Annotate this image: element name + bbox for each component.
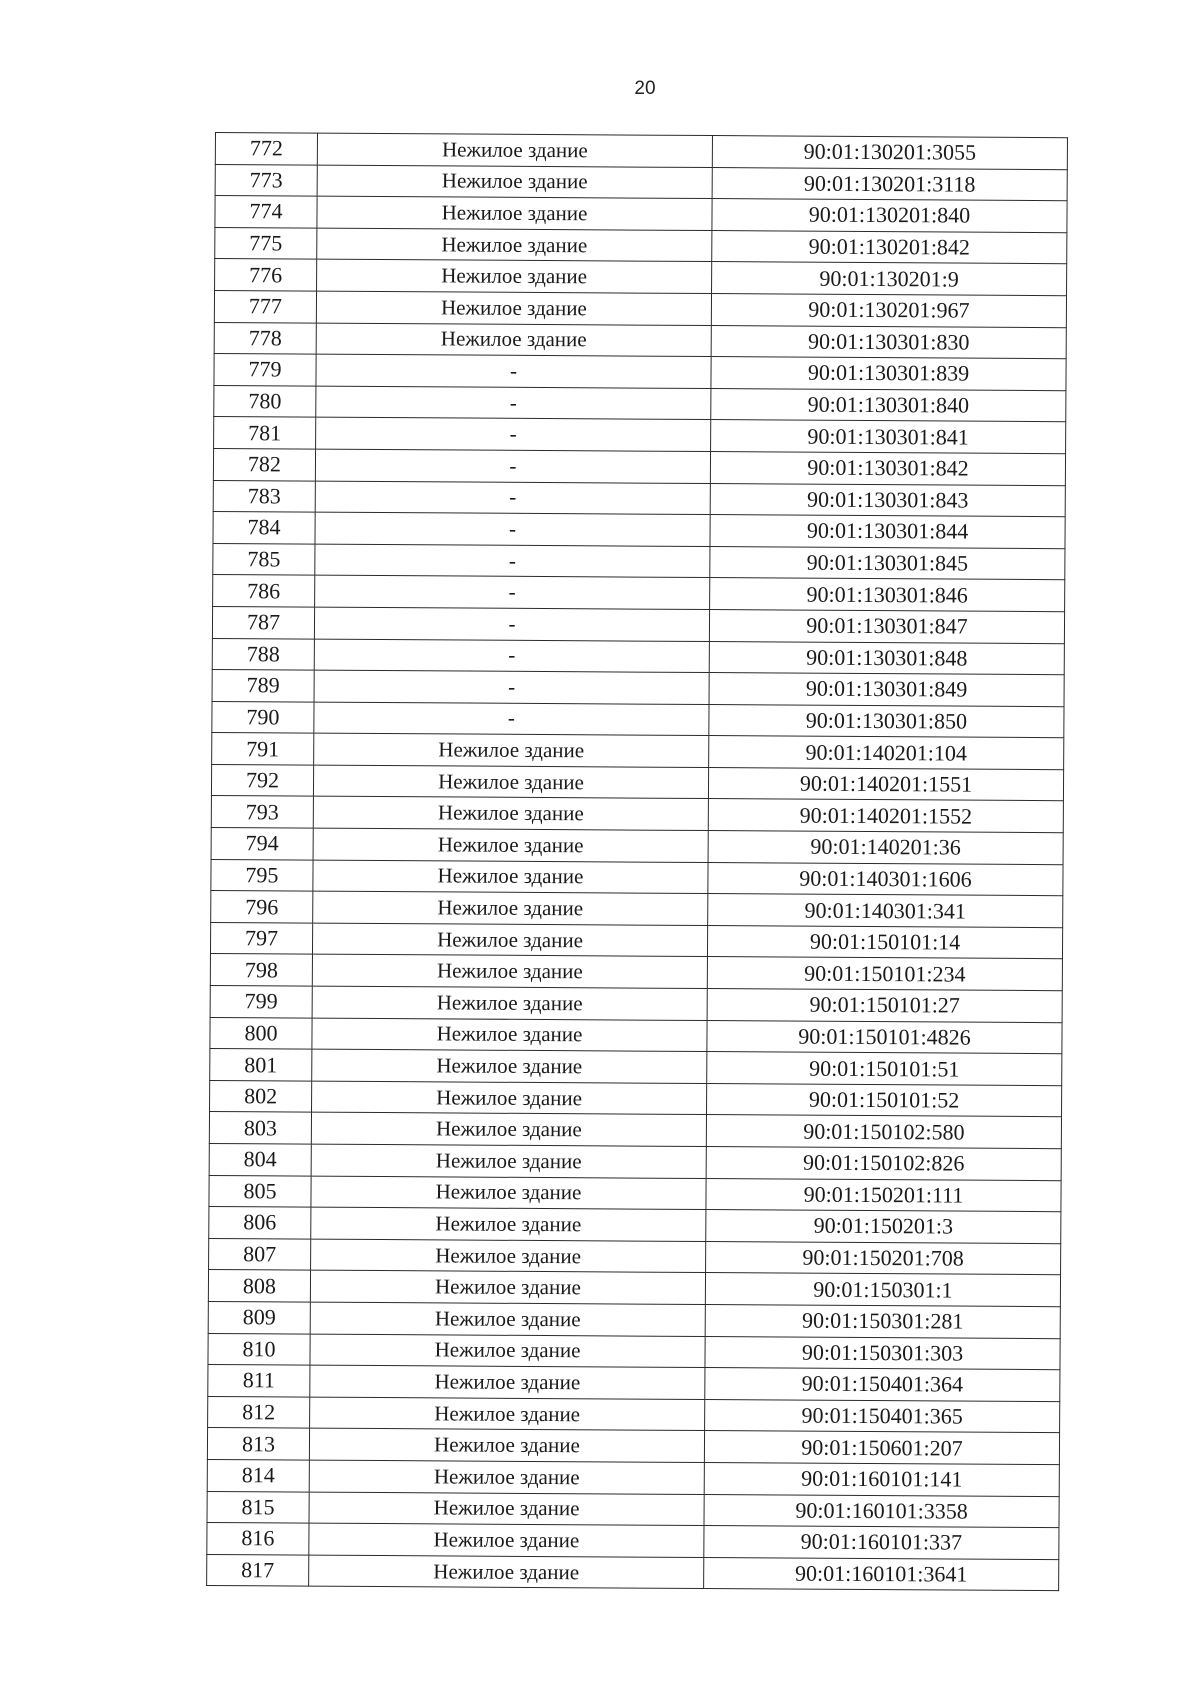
cadastral-number-cell: 90:01:150401:364 — [705, 1368, 1060, 1402]
cadastral-number-cell: 90:01:140201:1551 — [708, 767, 1063, 801]
object-type-cell: - — [314, 639, 709, 673]
cadastral-number-cell: 90:01:130201:9 — [712, 262, 1067, 296]
table-row — [213, 512, 1065, 549]
table-row — [208, 1396, 1060, 1433]
table-row — [210, 922, 1062, 959]
table-row — [208, 1365, 1060, 1402]
cadastral-number-cell: 90:01:130301:849 — [709, 673, 1064, 707]
row-number-cell: 808 — [208, 1270, 310, 1302]
object-type-cell: Нежилое здание — [310, 1365, 705, 1399]
table-row — [207, 1523, 1059, 1560]
table-row — [212, 638, 1064, 675]
object-type-cell: Нежилое здание — [309, 1523, 704, 1557]
registry-table — [206, 132, 1068, 1591]
object-type-cell: - — [315, 481, 710, 515]
cadastral-number-cell: 90:01:130301:846 — [710, 578, 1065, 612]
object-type-cell: Нежилое здание — [310, 1302, 705, 1336]
object-type-cell: - — [315, 544, 710, 578]
object-type-cell: - — [316, 417, 711, 451]
object-type-cell: Нежилое здание — [316, 291, 711, 325]
row-number-cell: 804 — [209, 1143, 311, 1175]
table-row — [207, 1491, 1059, 1528]
table-row — [207, 1554, 1059, 1591]
cadastral-number-cell: 90:01:130301:830 — [711, 325, 1066, 359]
table-row — [214, 290, 1066, 327]
row-number-cell: 797 — [210, 922, 312, 954]
table-row — [215, 196, 1067, 233]
table-row — [208, 1270, 1060, 1307]
row-number-cell: 809 — [208, 1301, 310, 1333]
row-number-cell: 817 — [207, 1554, 309, 1586]
table-row — [212, 701, 1064, 738]
cadastral-number-cell: 90:01:140301:1606 — [708, 862, 1063, 896]
object-type-cell: Нежилое здание — [316, 323, 711, 357]
table-row — [211, 828, 1063, 865]
object-type-cell: Нежилое здание — [309, 1460, 704, 1494]
object-type-cell: Нежилое здание — [313, 828, 708, 862]
cadastral-number-cell: 90:01:150401:365 — [705, 1399, 1060, 1433]
object-type-cell: - — [316, 386, 711, 420]
object-type-cell: - — [314, 607, 709, 641]
row-number-cell: 800 — [210, 1017, 312, 1049]
table-row — [213, 448, 1065, 485]
object-type-cell: Нежилое здание — [317, 165, 712, 199]
object-type-cell: Нежилое здание — [310, 1397, 705, 1431]
cadastral-number-cell: 90:01:150201:111 — [706, 1178, 1061, 1212]
row-number-cell: 796 — [211, 891, 313, 923]
row-number-cell: 798 — [210, 954, 312, 986]
object-type-cell: Нежилое здание — [313, 860, 708, 894]
row-number-cell: 810 — [208, 1333, 310, 1365]
page-number: 20 — [634, 78, 656, 99]
table-row — [214, 322, 1066, 359]
table-row — [213, 480, 1065, 517]
row-number-cell: 794 — [211, 828, 313, 860]
row-number-cell: 799 — [210, 986, 312, 1018]
cadastral-number-cell: 90:01:130301:843 — [710, 483, 1065, 517]
table-row — [209, 1112, 1061, 1149]
table-row — [211, 764, 1063, 801]
cadastral-number-cell: 90:01:150301:281 — [705, 1304, 1060, 1338]
table-row — [210, 954, 1062, 991]
row-number-cell: 788 — [212, 638, 314, 670]
object-type-cell: Нежилое здание — [311, 1176, 706, 1210]
table-row — [213, 543, 1065, 580]
cadastral-number-cell: 90:01:130301:839 — [711, 357, 1066, 391]
row-number-cell: 777 — [214, 290, 316, 322]
object-type-cell: Нежилое здание — [311, 1207, 706, 1241]
object-type-cell: - — [316, 354, 711, 388]
row-number-cell: 783 — [213, 480, 315, 512]
cadastral-number-cell: 90:01:130201:3055 — [712, 136, 1067, 170]
cadastral-number-cell: 90:01:150102:580 — [706, 1115, 1061, 1149]
cadastral-number-cell: 90:01:130201:967 — [711, 294, 1066, 328]
cadastral-number-cell: 90:01:130201:3118 — [712, 167, 1067, 201]
object-type-cell: Нежилое здание — [313, 797, 708, 831]
row-number-cell: 787 — [212, 606, 314, 638]
row-number-cell: 813 — [207, 1428, 309, 1460]
object-type-cell: Нежилое здание — [312, 1018, 707, 1052]
cadastral-number-cell: 90:01:150101:4826 — [707, 1020, 1062, 1054]
table-row — [212, 733, 1064, 770]
row-number-cell: 812 — [208, 1396, 310, 1428]
table-row — [210, 1080, 1062, 1117]
row-number-cell: 776 — [215, 259, 317, 291]
cadastral-number-cell: 90:01:130301:841 — [711, 420, 1066, 454]
cadastral-number-cell: 90:01:150102:826 — [706, 1147, 1061, 1181]
row-number-cell: 778 — [214, 322, 316, 354]
table-row — [214, 417, 1066, 454]
table-row — [214, 354, 1066, 391]
row-number-cell: 792 — [211, 764, 313, 796]
table-row — [215, 227, 1067, 264]
row-number-cell: 795 — [211, 859, 313, 891]
table-row — [212, 606, 1064, 643]
table-row — [209, 1238, 1061, 1275]
object-type-cell: Нежилое здание — [310, 1270, 705, 1304]
row-number-cell: 790 — [212, 701, 314, 733]
row-number-cell: 814 — [207, 1459, 309, 1491]
table-row — [211, 859, 1063, 896]
cadastral-number-cell: 90:01:160101:3641 — [704, 1557, 1059, 1591]
cadastral-number-cell: 90:01:130301:844 — [710, 515, 1065, 549]
table-row — [215, 259, 1067, 296]
row-number-cell: 807 — [209, 1238, 311, 1270]
object-type-cell: Нежилое здание — [314, 733, 709, 767]
cadastral-number-cell: 90:01:160101:141 — [704, 1462, 1059, 1496]
table-row — [214, 385, 1066, 422]
row-number-cell: 801 — [210, 1049, 312, 1081]
object-type-cell: Нежилое здание — [317, 133, 712, 167]
row-number-cell: 789 — [212, 670, 314, 702]
cadastral-number-cell: 90:01:140201:1552 — [708, 799, 1063, 833]
table-row — [207, 1428, 1059, 1465]
cadastral-number-cell: 90:01:150101:51 — [707, 1052, 1062, 1086]
row-number-cell: 781 — [214, 417, 316, 449]
cadastral-number-cell: 90:01:130301:850 — [709, 704, 1064, 738]
cadastral-number-cell: 90:01:150601:207 — [704, 1431, 1059, 1465]
row-number-cell: 815 — [207, 1491, 309, 1523]
row-number-cell: 791 — [212, 733, 314, 765]
object-type-cell: Нежилое здание — [313, 891, 708, 925]
cadastral-number-cell: 90:01:150101:14 — [707, 925, 1062, 959]
table-row — [210, 986, 1062, 1023]
cadastral-number-cell: 90:01:150101:52 — [707, 1083, 1062, 1117]
table-row — [212, 670, 1064, 707]
row-number-cell: 803 — [209, 1112, 311, 1144]
cadastral-number-cell: 90:01:150101:27 — [707, 989, 1062, 1023]
table-row — [208, 1333, 1060, 1370]
object-type-cell: - — [314, 670, 709, 704]
row-number-cell: 785 — [213, 543, 315, 575]
object-type-cell: Нежилое здание — [312, 1081, 707, 1115]
object-type-cell: Нежилое здание — [317, 228, 712, 262]
table-row — [209, 1143, 1061, 1180]
row-number-cell: 806 — [209, 1207, 311, 1239]
object-type-cell: Нежилое здание — [317, 259, 712, 293]
table-row — [211, 796, 1063, 833]
cadastral-number-cell: 90:01:150301:1 — [705, 1273, 1060, 1307]
table-row — [210, 1017, 1062, 1054]
row-number-cell: 775 — [215, 227, 317, 259]
table-body — [207, 133, 1068, 1591]
object-type-cell: - — [314, 702, 709, 736]
table-row — [209, 1175, 1061, 1212]
cadastral-number-cell: 90:01:150101:234 — [707, 957, 1062, 991]
table-row — [215, 164, 1067, 201]
object-type-cell: Нежилое здание — [310, 1334, 705, 1368]
cadastral-number-cell: 90:01:150201:3 — [706, 1210, 1061, 1244]
object-type-cell: Нежилое здание — [313, 765, 708, 799]
row-number-cell: 780 — [214, 385, 316, 417]
row-number-cell: 802 — [210, 1080, 312, 1112]
object-type-cell: Нежилое здание — [312, 1049, 707, 1083]
object-type-cell: Нежилое здание — [312, 986, 707, 1020]
object-type-cell: - — [315, 449, 710, 483]
cadastral-number-cell: 90:01:160101:337 — [704, 1526, 1059, 1560]
cadastral-number-cell: 90:01:130201:840 — [712, 199, 1067, 233]
object-type-cell: Нежилое здание — [309, 1428, 704, 1462]
object-type-cell: Нежилое здание — [312, 923, 707, 957]
row-number-cell: 779 — [214, 354, 316, 386]
row-number-cell: 772 — [215, 133, 317, 165]
table-row — [210, 1049, 1062, 1086]
table-row — [208, 1301, 1060, 1338]
cadastral-number-cell: 90:01:150201:708 — [706, 1241, 1061, 1275]
cadastral-number-cell: 90:01:130301:847 — [709, 609, 1064, 643]
table-row — [209, 1207, 1061, 1244]
cadastral-number-cell: 90:01:150301:303 — [705, 1336, 1060, 1370]
row-number-cell: 793 — [211, 796, 313, 828]
row-number-cell: 784 — [213, 512, 315, 544]
object-type-cell: - — [315, 575, 710, 609]
object-type-cell: Нежилое здание — [317, 196, 712, 230]
row-number-cell: 773 — [215, 164, 317, 196]
row-number-cell: 811 — [208, 1365, 310, 1397]
row-number-cell: 805 — [209, 1175, 311, 1207]
cadastral-number-cell: 90:01:160101:3358 — [704, 1494, 1059, 1528]
table-row — [215, 133, 1067, 170]
object-type-cell: - — [315, 512, 710, 546]
object-type-cell: Нежилое здание — [311, 1144, 706, 1178]
cadastral-number-cell: 90:01:130301:848 — [709, 641, 1064, 675]
row-number-cell: 786 — [213, 575, 315, 607]
object-type-cell: Нежилое здание — [309, 1492, 704, 1526]
cadastral-number-cell: 90:01:140201:36 — [708, 831, 1063, 865]
object-type-cell: Нежилое здание — [309, 1555, 704, 1589]
cadastral-number-cell: 90:01:140201:104 — [709, 736, 1064, 770]
object-type-cell: Нежилое здание — [312, 955, 707, 989]
table-row — [213, 575, 1065, 612]
object-type-cell: Нежилое здание — [311, 1239, 706, 1273]
row-number-cell: 782 — [213, 448, 315, 480]
row-number-cell: 774 — [215, 196, 317, 228]
table-row — [207, 1459, 1059, 1496]
cadastral-number-cell: 90:01:130301:845 — [710, 546, 1065, 580]
object-type-cell: Нежилое здание — [311, 1113, 706, 1147]
cadastral-number-cell: 90:01:130301:842 — [710, 451, 1065, 485]
cadastral-number-cell: 90:01:130201:842 — [712, 230, 1067, 264]
row-number-cell: 816 — [207, 1523, 309, 1555]
cadastral-number-cell: 90:01:130301:840 — [711, 388, 1066, 422]
table-row — [211, 891, 1063, 928]
cadastral-number-cell: 90:01:140301:341 — [708, 894, 1063, 928]
